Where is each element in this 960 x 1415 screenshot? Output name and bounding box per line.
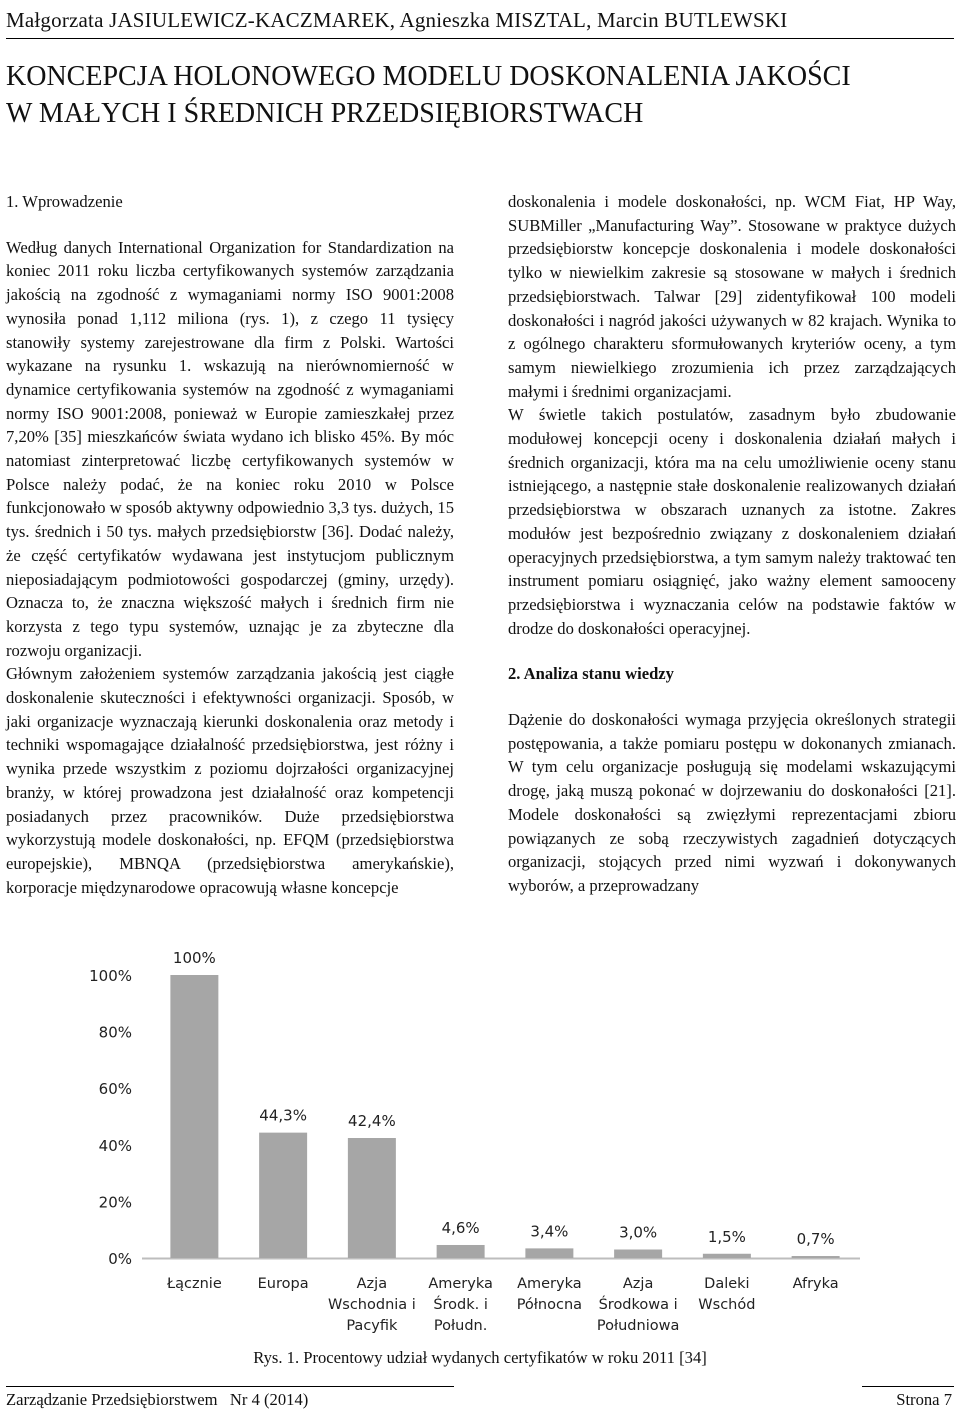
y-tick-label: 20% — [98, 1193, 132, 1212]
category-label: Wschód — [698, 1297, 756, 1313]
data-label: 3,4% — [530, 1222, 569, 1241]
data-label: 1,5% — [707, 1227, 746, 1246]
bar — [792, 1256, 840, 1258]
title-line-2: W MAŁYCH I ŚREDNICH PRZEDSIĘBIORSTWACH — [6, 98, 644, 129]
authors-line: Małgorzata JASIULEWICZ-KACZMAREK, Agnieszka MISZTAL, Marcin BUTLEWSKI — [6, 8, 788, 32]
chart-svg — [60, 940, 900, 1340]
category-label: Europa — [257, 1276, 309, 1292]
header-rule — [6, 38, 954, 39]
category-label: Połudn. — [433, 1318, 488, 1334]
right-paragraph-3: Dążenie do doskonałości wymaga przyjęcia określonych strategii postępowania, a także pomiaru postępu w dokonanych zmianach. W tym celu organizacje posługują się modelami wskazującymi drogę, jaką muszą pokonać w dojrzewaniu do doskonałości [21]. Modele doskonałości są zwięzłymi reprezentacjami zbioru powiązanych ze sobą rzeczywistych zagadnień dotyczących organizacji, stojących przed nimi wyzwań i dokonywanych wyborów, a przeprowadzany — [508, 710, 956, 895]
category-label: Środk. i — [433, 1297, 488, 1313]
category-label: Wschodnia i — [327, 1297, 416, 1313]
section-2-heading: 2. Analiza stanu wiedzy — [508, 664, 674, 684]
left-paragraph-2: Głównym założeniem systemów zarządzania jakością jest ciągłe doskonalenie skuteczności i efektywności organizacji. Sposób, w jaki organizacje wyznaczają kierunki doskonalenia oraz metody i techniki wspomagające działalność przedsiębiorstwa, jest różny i wynika przede wszystkim z poziomu dojrzałości organizacyjnej branży, w której prowadzona jest działalność oraz kompetencji posiadanych przez pracowników. Duże przedsiębiorstwa wykorzystują modele doskonałości, np. EFQM (przedsiębiorstwa europejskie), MBNQA (przedsiębiorstwa amerykańskie), korporacje międzynarodowe opracowują własne koncepcje — [6, 664, 454, 897]
y-tick-label: 40% — [98, 1136, 132, 1155]
y-tick-label: 80% — [98, 1023, 132, 1042]
category-label: Południowa — [596, 1318, 680, 1334]
category-label: Azja — [622, 1276, 654, 1292]
category-label: Afryka — [792, 1276, 839, 1292]
bar — [437, 1245, 485, 1258]
footer-journal: Zarządzanie Przedsiębiorstwem Nr 4 (2014) — [6, 1390, 309, 1409]
certificates-bar-chart — [60, 940, 900, 1340]
paper-title — [6, 58, 956, 132]
right-column — [508, 190, 956, 898]
footer-page-number: Strona 7 — [896, 1390, 952, 1409]
data-label: 42,4% — [348, 1112, 396, 1131]
bar — [259, 1133, 307, 1258]
section-1-heading: 1. Wprowadzenie — [6, 192, 123, 211]
bar — [614, 1250, 662, 1258]
title-line-1: KONCEPCJA HOLONOWEGO MODELU DOSKONALENIA JAKOŚCI — [6, 61, 851, 92]
data-label: 3,0% — [619, 1223, 658, 1242]
bar — [348, 1138, 396, 1258]
right-paragraph-2: W świetle takich postulatów, zasadnym było zbudowanie modułowej koncepcji oceny i doskonalenia działań małych i średnich organizacji, która ma na celu umożliwienie oceny stanu istniejącego, a następnie stałe doskonalenie realizowanych działań przedsiębiorstwa w obszarach uznanych za istotne. Zakres modułów jest bezpośrednio związany z doskonaleniem działań operacyjnych przedsiębiorstwa, a tym samym należy traktować ten instrument pomiaru osiągnięć, jako ważny element samooceny przedsiębiorstwa i wyznaczania celów na podstawie faktów w drodze do doskonałości operacyjnej. — [508, 405, 956, 638]
footer-rule-left — [6, 1386, 454, 1387]
figure-caption: Rys. 1. Procentowy udział wydanych certyfikatów w roku 2011 [34] — [253, 1348, 707, 1367]
category-label: Pacyfik — [346, 1318, 398, 1334]
category-label: Ameryka — [517, 1276, 582, 1292]
footer-rule-right — [862, 1386, 954, 1387]
y-tick-label: 100% — [89, 967, 132, 985]
left-paragraph-1: Według danych International Organization for Standardization na koniec 2011 roku liczba certyfikowanych systemów zarządzania jakością na zgodność z wymaganiami normy ISO 9001:2008 wynosiła ponad 1,112 miliona (rys. 1), z czego 11 tysięcy stanowiły systemy zarejestrowane dla firm z Polski. Wartości wykazane na rysunku 1. wskazują na nierównomierność w dynamice certyfikowania systemów na zgodność z wymaganiami normy ISO 9001:2008, ponieważ w Europie zamieszkałej przez 7,20% [35] mieszkańców świata wydano ich blisko 45%. By móc natomiast zinterpretować liczbę certyfikowanych systemów w Polsce należy podać, że na koniec roku 2010 w Polsce funkcjonowało w sposób aktywny odpowiednio 3,3 tys. dużych, 15 tys. średnich i 50 tys. małych przedsiębiorstw [36]. Dodać należy, że część certyfikatów wydawana jest instytucjom publicznym nieposiadającym podmiotowości gospodarczej (gminy, urzędy). Oznacza to, że znaczna większość małych i średnich firm nie korzysta z tego typu systemów, uznając je za zbyteczne dla rozwoju organizacji. — [6, 237, 454, 660]
category-label: Łącznie — [166, 1276, 222, 1292]
right-paragraph-1: doskonalenia i modele doskonałości, np. WCM Fiat, HP Way, SUBMiller „Manufacturing Way”. Stosowane w praktyce dużych przedsiębiorstw koncepcje doskonalenia i modele doskonałości tylko w niewielkim zakresie są stosowane w małych i średnich przedsiębiorstwach. Talwar [29] zidentyfikował 100 modeli doskonałości i nagród jakości używanych w 82 krajach. Wynika to z ogólnego charakteru sformułowanych kryteriów oceny, a tym samym niewielkiego zrozumienia ich przez zarządzających małymi i średnimi organizacjami. — [508, 192, 956, 401]
data-label: 0,7% — [796, 1230, 835, 1249]
data-label: 100% — [172, 949, 216, 967]
bar — [525, 1248, 573, 1258]
data-label: 44,3% — [259, 1106, 307, 1125]
y-tick-label: 0% — [108, 1250, 132, 1268]
data-label: 4,6% — [441, 1218, 480, 1237]
left-column — [6, 190, 454, 899]
category-label: Daleki — [704, 1276, 750, 1292]
category-label: Środkowa i — [598, 1297, 678, 1313]
category-label: Azja — [356, 1276, 388, 1292]
bar — [170, 975, 218, 1258]
y-tick-label: 60% — [98, 1080, 132, 1099]
category-label: Ameryka — [428, 1276, 493, 1292]
bar — [703, 1254, 751, 1258]
category-label: Północna — [516, 1297, 583, 1313]
